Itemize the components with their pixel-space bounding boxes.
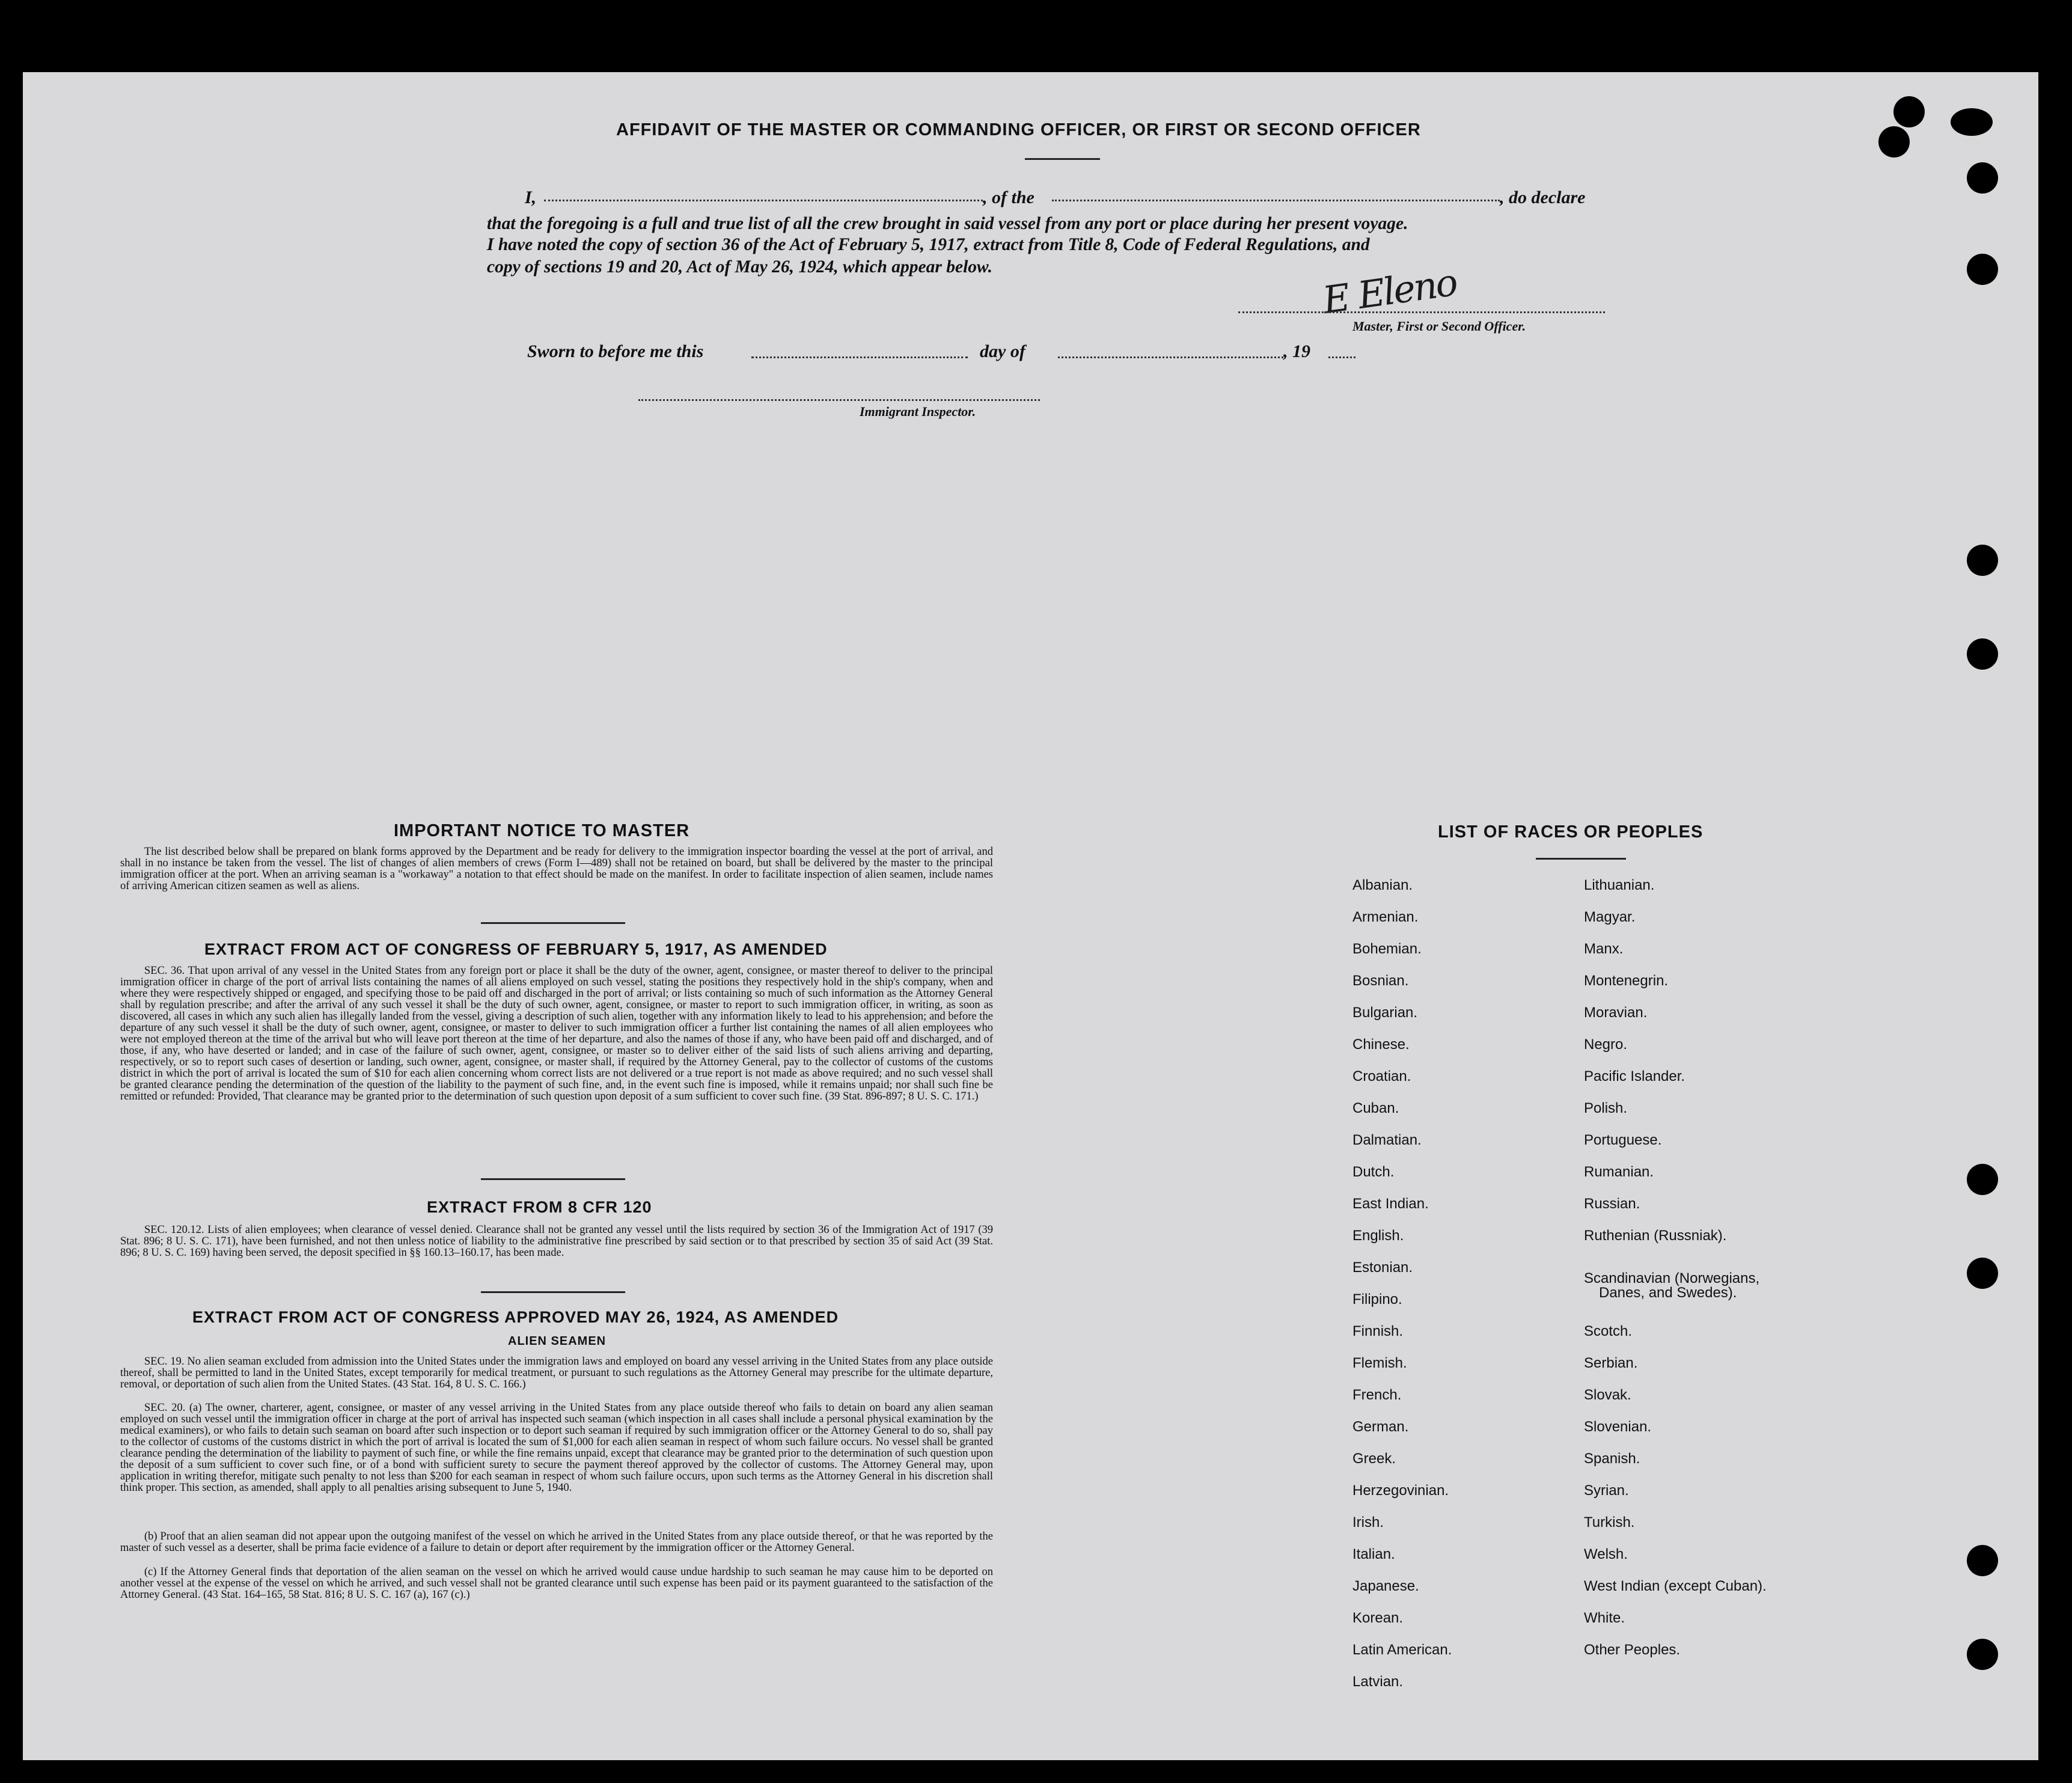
extract-1917-title: EXTRACT FROM ACT OF CONGRESS OF FEBRUARY 5, 1917, AS AMENDED: [204, 940, 828, 958]
race-item: Scandinavian (Norwegians,: [1584, 1270, 1760, 1286]
affidavit-of-the-label: , of the: [983, 188, 1034, 207]
affidavit-i-label: I,: [525, 188, 537, 207]
punch-hole: [1951, 108, 1993, 136]
race-item: Moravian.: [1584, 1005, 1648, 1021]
race-item: Slovak.: [1584, 1387, 1631, 1403]
extract-1924-sec20a: SEC. 20. (a) The owner, charterer, agent, consignee, or master of any vessel arriving in the United States from any place outside thereof who fails to detain on board any alien seaman employed on such vessel until the immigration officer in charge at the port of arrival has inspected such seaman (which inspection in all cases shall include a personal physical examination by the medical examiners), or who fails to detain such seaman on board after such inspection or to deport such seaman if required by such immigration officer or the Attorney General to do so, shall pay to the collector of customs of the customs district in which the port of arrival is located the sum of $1,000 for each alien seaman in respect of whom such failure occurs. No vessel shall be granted clearance pending the determination of the liability to payment of such fine, or while the fine remains unpaid, except that clearance may be granted prior to the determination of such question upon the deposit of a sum sufficient to cover such fine, or of a bond with sufficient surety to secure the payment thereof approved by the collector of customs. The Attorney General may, upon application in writing therefor, mitigate such penalty to not less than $200 for each seaman in respect of whom such failure occurs, upon such terms as the Attorney General in his discretion shall think proper. This section, as amended, shall apply to all penalties arising subsequent to June 5, 1940.: [120, 1402, 993, 1494]
punch-hole: [1967, 1639, 1998, 1670]
punch-hole: [1967, 638, 1998, 670]
race-item: Bohemian.: [1352, 941, 1422, 957]
sworn-label: Sworn to before me this: [527, 341, 704, 361]
race-item: Korean.: [1352, 1610, 1404, 1626]
punch-hole: [1967, 1258, 1998, 1289]
race-item: West Indian (except Cuban).: [1584, 1578, 1767, 1594]
signature-line: [1238, 311, 1605, 313]
race-item: Lithuanian.: [1584, 877, 1655, 893]
races-underline: [1536, 858, 1626, 860]
race-item: Latvian.: [1352, 1674, 1404, 1690]
sworn-month-field[interactable]: [1058, 356, 1283, 358]
notice-text: The list described below shall be prepared on blank forms approved by the Department and be ready for delivery to the immigration inspector boarding the vessel at the port of arrival, and shall in no instance be taken from the vessel. The list of changes of alien members of crews (Form I—489) shall not be retained on board, but shall be delivered by the master to the principal immigration officer at the port. When an arriving seaman is a "workaway" a notation to that effect should be made on the manifest. In order to facilitate inspection of alien seamen, include names of arriving American citizen seamen as well as aliens.: [120, 846, 993, 892]
race-item: Spanish.: [1584, 1451, 1640, 1467]
vessel-field[interactable]: [1052, 200, 1500, 201]
race-item: Cuban.: [1352, 1100, 1399, 1116]
race-item: Bosnian.: [1352, 973, 1409, 989]
race-item: Syrian.: [1584, 1482, 1629, 1499]
race-item: Serbian.: [1584, 1355, 1638, 1371]
affidavit-do-declare: , do declare: [1500, 188, 1586, 207]
extract-1917-text: SEC. 36. That upon arrival of any vessel in the United States from any foreign port or place it shall be the duty of the owner, agent, consignee, or master thereof to deliver to the principal immigration officer in charge of the port of arrival lists containing the names of all aliens employed on such vessel, stating the positions they respectively hold in the ship's company, when and where they were respectively shipped or engaged, and specifying those to be paid off and discharged in the port of arrival; or lists containing so much of such information as the Attorney General shall by regulation prescribe; and after the arrival of any such vessel it shall be the duty of such owner, agent, consignee, or master to report to such immigration officer, in writing, as soon as discovered, all cases in which any such alien has illegally landed from the vessel, giving a description of such alien, together with any information likely to lead to his apprehension; and before the departure of any such vessel it shall be the duty of such owner, agent, consignee, or master to deliver to such immigration officer a further list containing the names of all alien employees who were not employed thereon at the time of the arrival but who will leave port thereon at the time of her departure, and also the names of those if any, who have been paid off and discharged, and of those, if any, who have deserted or landed; and in case of the failure of such owner, agent, consignee, or master so to deliver either of the said lists of such aliens arriving and departing, respectively, or so to report such cases of desertion or landing, such owner, agent, consignee, or master shall, if required by the Attorney General, pay to the collector of customs of the customs district in which the port of arrival is located the sum of $10 for each alien concerning whom correct lists are not delivered or a true report is not made as above required; and no such vessel shall be granted clearance pending the determination of the question of the liability to the payment of such fine, and, in the event such fine is imposed, while it remains unpaid; nor shall such fine be remitted or refunded: Provided, That clearance may be granted prior to the determination of such question upon deposit of a sum sufficient to cover such fine. (39 Stat. 896-897; 8 U. S. C. 171.): [120, 965, 993, 1103]
punch-hole: [1967, 545, 1998, 576]
extract-8cfr-title: EXTRACT FROM 8 CFR 120: [427, 1198, 652, 1216]
affidavit-line4: copy of sections 19 and 20, Act of May 26, 1924, which appear below.: [487, 257, 992, 277]
race-item: Russian.: [1584, 1196, 1640, 1212]
race-item: Polish.: [1584, 1100, 1628, 1116]
race-item: Croatian.: [1352, 1068, 1411, 1084]
race-item: Filipino.: [1352, 1291, 1402, 1307]
race-item: Scotch.: [1584, 1323, 1633, 1339]
punch-hole: [1967, 1164, 1998, 1195]
race-item: Welsh.: [1584, 1546, 1628, 1562]
race-item: Finnish.: [1352, 1323, 1404, 1339]
race-item: Dutch.: [1352, 1164, 1395, 1180]
divider: [481, 1178, 625, 1180]
race-item: Greek.: [1352, 1451, 1396, 1467]
race-item: Rumanian.: [1584, 1164, 1654, 1180]
race-item: Irish.: [1352, 1514, 1384, 1531]
inspector-signature-line: [638, 399, 1040, 401]
race-item: Dalmatian.: [1352, 1132, 1422, 1148]
race-item: Portuguese.: [1584, 1132, 1662, 1148]
race-item: Albanian.: [1352, 877, 1413, 893]
race-item: Italian.: [1352, 1546, 1395, 1562]
punch-hole: [1967, 254, 1998, 285]
race-item: Chinese.: [1352, 1036, 1410, 1053]
affidavit-title: AFFIDAVIT OF THE MASTER OR COMMANDING OFFICER, OR FIRST OR SECOND OFFICER: [616, 120, 1421, 139]
race-item: French.: [1352, 1387, 1402, 1403]
sworn-day-field[interactable]: [751, 356, 968, 358]
punch-hole: [1967, 162, 1998, 194]
day-of-label: day of: [980, 341, 1025, 361]
sworn-year-field[interactable]: [1328, 356, 1355, 358]
race-item: White.: [1584, 1610, 1625, 1626]
race-item: Slovenian.: [1584, 1419, 1652, 1435]
extract-1924-title: EXTRACT FROM ACT OF CONGRESS APPROVED MAY 26, 1924, AS AMENDED: [192, 1308, 839, 1326]
race-item: Estonian.: [1352, 1259, 1413, 1276]
inspector-label: Immigrant Inspector.: [860, 404, 976, 419]
extract-8cfr-text: SEC. 120.12. Lists of alien employees; when clearance of vessel denied. Clearance shall not be granted any vessel until the lists required by section 36 of the Immigration Act of 1917 (39 Stat. 896; 8 U. S. C. 171), have been furnished, and not then unless notice of liability to the administrative fine prescribed by said section or to that prescribed by section 35 of said Act (39 Stat. 896; 8 U. S. C. 169) having been served, the deposit specified in §§ 160.13–160.17, has been made.: [120, 1224, 993, 1259]
punch-hole: [1893, 96, 1925, 127]
name-field[interactable]: [544, 200, 983, 201]
divider: [481, 922, 625, 924]
punch-hole: [1967, 1545, 1998, 1576]
divider: [481, 1291, 625, 1293]
race-item: Herzegovinian.: [1352, 1482, 1449, 1499]
race-item: Magyar.: [1584, 909, 1636, 925]
affidavit-line2: that the foregoing is a full and true list of all the crew brought in said vessel from any port or place during her present voyage.: [487, 214, 1408, 233]
race-item: Danes, and Swedes).: [1599, 1285, 1737, 1301]
race-item: Montenegrin.: [1584, 973, 1669, 989]
title-underline: [1025, 158, 1100, 160]
extract-1924-subtitle: ALIEN SEAMEN: [508, 1335, 607, 1348]
race-item: Negro.: [1584, 1036, 1628, 1053]
race-item: East Indian.: [1352, 1196, 1429, 1212]
race-item: Other Peoples.: [1584, 1642, 1681, 1658]
race-item: Ruthenian (Russniak).: [1584, 1228, 1727, 1244]
extract-1924-sec19: SEC. 19. No alien seaman excluded from admission into the United States under the immigration laws and employed on board any vessel arriving in the United States from any place outside thereof, shall be permitted to land in the United States, except temporarily for medical treatment, or pursuant to such regulations as the Attorney General may prescribe for the ultimate departure, removal, or deportation of such alien from the United States. (43 Stat. 164, 8 U. S. C. 166.): [120, 1356, 993, 1390]
master-signature: E Eleno: [1320, 260, 1459, 323]
document-page: [23, 72, 2038, 1760]
race-item: Bulgarian.: [1352, 1005, 1418, 1021]
extract-1924-sec20c: (c) If the Attorney General finds that deportation of the alien seaman on the vessel on which he arrived would cause undue hardship to such seaman he may cause him to be deported on another vessel at the expense of the vessel on which he arrived, and such vessel shall not be granted clearance until such expense has been paid or its payment guaranteed to the satisfaction of the Attorney General. (43 Stat. 164–165, 58 Stat. 816; 8 U. S. C. 167 (a), 167 (c).): [120, 1566, 993, 1601]
notice-title: IMPORTANT NOTICE TO MASTER: [394, 821, 690, 840]
year-label: , 19: [1283, 341, 1310, 361]
punch-hole: [1878, 126, 1910, 158]
race-item: Flemish.: [1352, 1355, 1407, 1371]
race-item: English.: [1352, 1228, 1404, 1244]
race-item: Manx.: [1584, 941, 1624, 957]
race-item: Latin American.: [1352, 1642, 1452, 1658]
extract-1924-sec20b: (b) Proof that an alien seaman did not appear upon the outgoing manifest of the vessel on which he arrived in the United States from any place outside thereof, or that he was reported by the master of such vessel as a deserter, shall be prima facie evidence of a failure to detain or deport after requirement by the immigration officer or the Attorney General.: [120, 1531, 993, 1554]
race-item: Armenian.: [1352, 909, 1419, 925]
race-item: Turkish.: [1584, 1514, 1635, 1531]
affidavit-line3: I have noted the copy of section 36 of the Act of February 5, 1917, extract from Title 8, Code of Federal Regulations, and: [487, 235, 1370, 254]
race-item: Pacific Islander.: [1584, 1068, 1685, 1084]
races-title: LIST OF RACES OR PEOPLES: [1438, 822, 1704, 842]
race-item: Japanese.: [1352, 1578, 1419, 1594]
race-item: German.: [1352, 1419, 1409, 1435]
master-title-label: Master, First or Second Officer.: [1352, 319, 1526, 334]
